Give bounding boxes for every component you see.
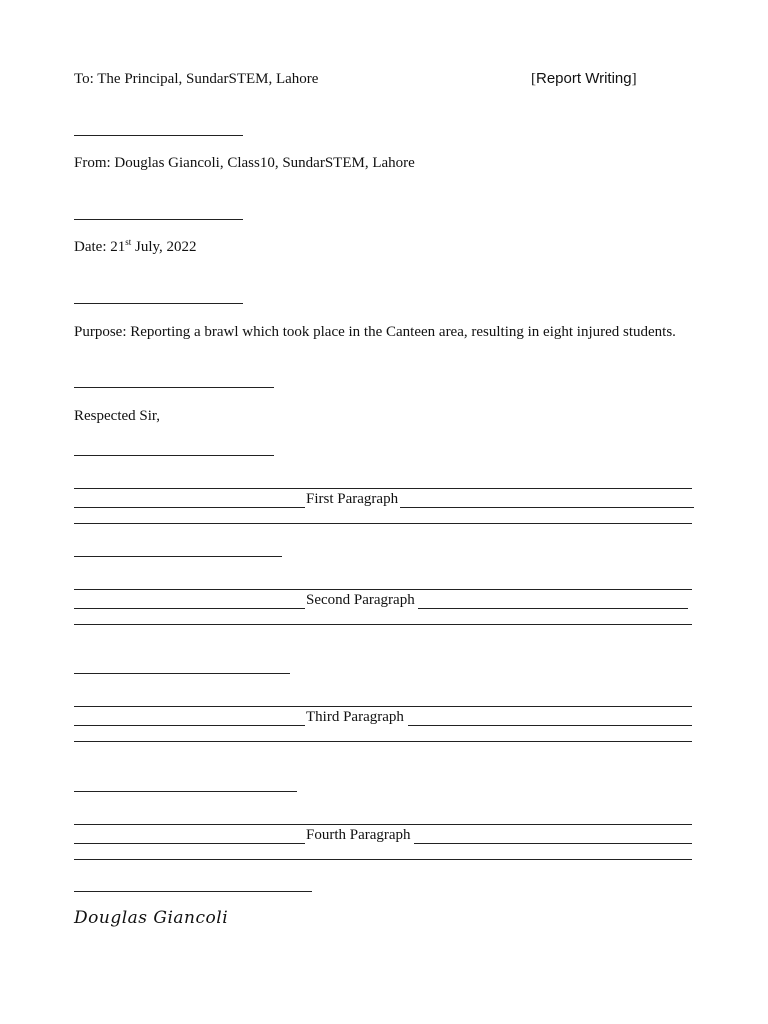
- divider-rule: [74, 791, 297, 792]
- heading-rule-left: [74, 843, 305, 844]
- second-paragraph-heading: [74, 591, 694, 609]
- third-paragraph-heading: [74, 708, 694, 726]
- date-rest: July, 2022: [131, 239, 197, 255]
- report-type-label: Report Writing: [536, 70, 632, 87]
- writing-line: [74, 589, 692, 590]
- date-ordinal-suffix: st: [125, 237, 132, 247]
- writing-line: [74, 624, 692, 625]
- paragraph-label: Third Paragraph: [306, 709, 404, 725]
- salutation: Respected Sir,: [74, 408, 161, 424]
- writing-line: [74, 824, 692, 825]
- writing-line: [74, 706, 692, 707]
- paragraph-label: Second Paragraph: [306, 592, 415, 608]
- first-paragraph-heading: [74, 490, 694, 508]
- from-line: From: Douglas Giancoli, Class10, SundarSTEM, Lahore: [74, 155, 415, 171]
- date-prefix: Date: 21: [74, 239, 126, 255]
- heading-rule-right: [400, 507, 694, 508]
- divider-rule: [74, 135, 243, 136]
- date-line: [74, 238, 197, 256]
- divider-rule: [74, 303, 243, 304]
- heading-rule-left: [74, 507, 305, 508]
- to-line: To: The Principal, SundarSTEM, Lahore: [74, 71, 319, 87]
- fourth-paragraph-heading: [74, 826, 694, 844]
- divider-rule: [74, 455, 274, 456]
- paragraph-label: Fourth Paragraph: [306, 827, 411, 843]
- purpose-line: Purpose: Reporting a brawl which took place in the Canteen area, resulting in eight injured students.: [74, 324, 676, 340]
- signature: Douglas Giancoli: [74, 908, 229, 928]
- heading-rule-left: [74, 725, 305, 726]
- report-type-tag: [531, 70, 637, 88]
- heading-rule-right: [408, 725, 692, 726]
- divider-rule: [74, 387, 274, 388]
- writing-line: [74, 741, 692, 742]
- writing-line: [74, 523, 692, 524]
- heading-rule-right: [414, 843, 692, 844]
- divider-rule: [74, 219, 243, 220]
- divider-rule: [74, 556, 282, 557]
- writing-line: [74, 859, 692, 860]
- heading-rule-left: [74, 608, 305, 609]
- divider-rule: [74, 673, 290, 674]
- writing-line: [74, 488, 692, 489]
- paragraph-label: First Paragraph: [306, 491, 399, 507]
- tag-close-bracket: ]: [631, 71, 637, 87]
- heading-rule-right: [418, 608, 688, 609]
- tag-open-bracket: [: [531, 71, 536, 87]
- divider-rule: [74, 891, 312, 892]
